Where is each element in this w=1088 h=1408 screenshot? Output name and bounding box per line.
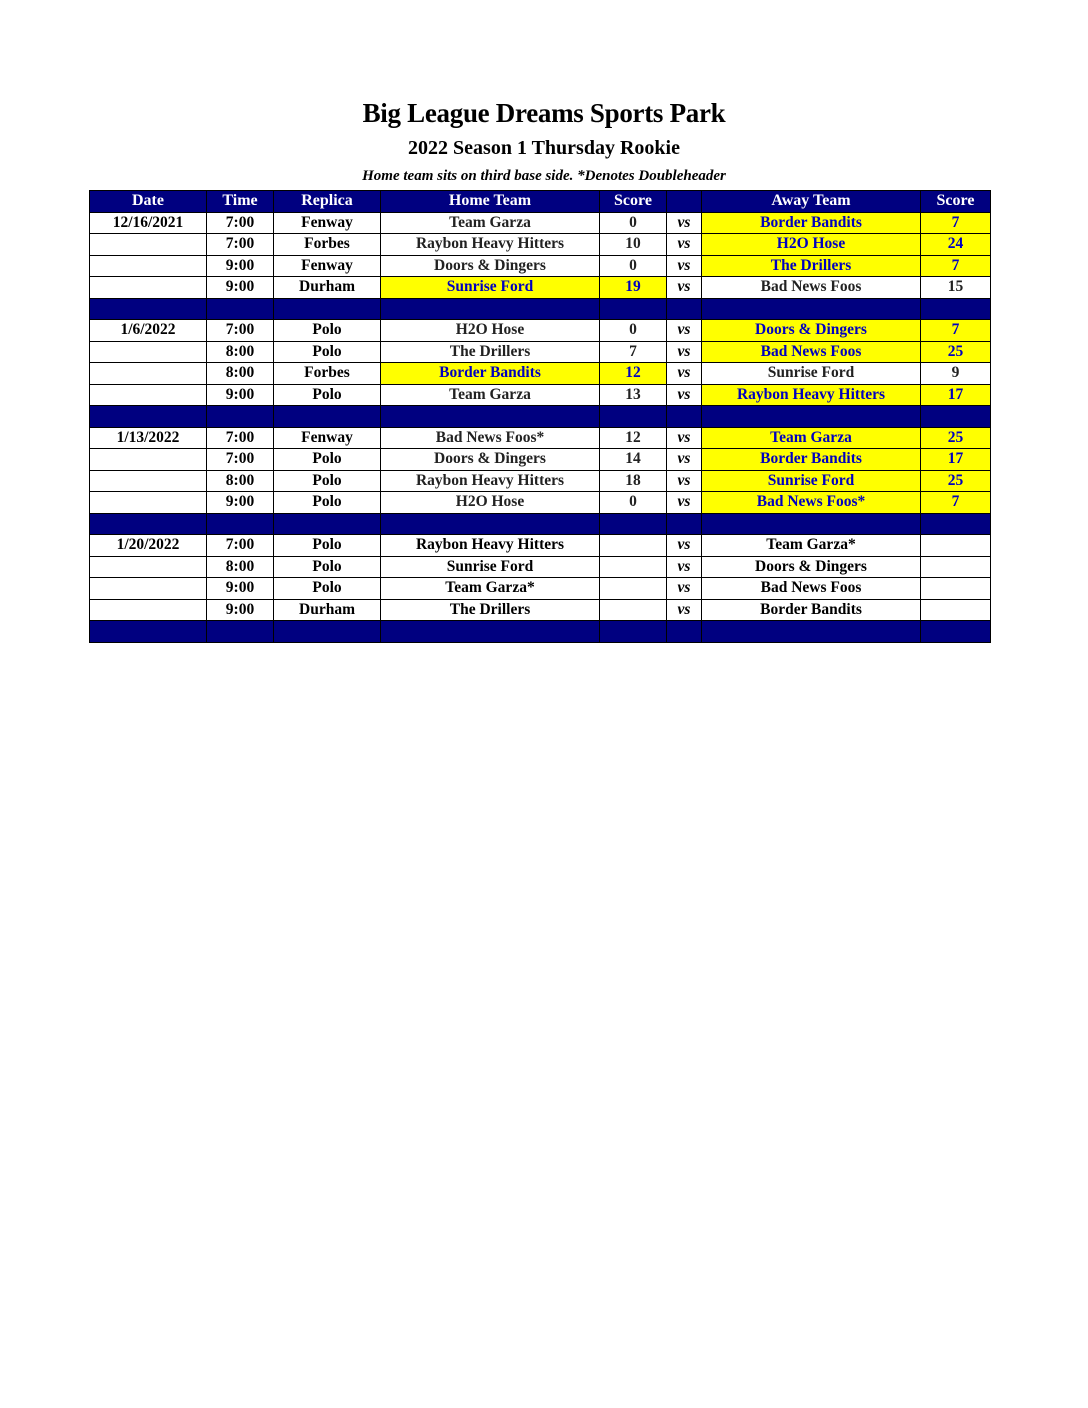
schedule-note: Home team sits on third base side. *Denotes Doubleheader (362, 168, 726, 184)
vs-cell: vs (667, 320, 702, 342)
home-score-cell (600, 599, 667, 621)
separator-cell (381, 298, 600, 320)
table-row (90, 599, 991, 621)
away-team-cell: Sunrise Ford (702, 363, 921, 385)
replica-cell: Polo (274, 470, 381, 492)
away-score-cell (921, 556, 991, 578)
separator-cell (207, 621, 274, 643)
date-cell (90, 255, 207, 277)
date-cell: 1/20/2022 (90, 535, 207, 557)
separator-cell (207, 406, 274, 428)
home-team-cell: Team Garza (381, 384, 600, 406)
col-header-home-team: Home Team (381, 191, 600, 213)
separator-cell (667, 298, 702, 320)
home-team-cell: Raybon Heavy Hitters (381, 535, 600, 557)
vs-cell: vs (667, 578, 702, 600)
table-row (90, 277, 991, 299)
table-row (90, 341, 991, 363)
separator-cell (207, 513, 274, 535)
away-score-cell (921, 578, 991, 600)
away-team-cell: Bad News Foos (702, 277, 921, 299)
home-team-cell: Doors & Dingers (381, 449, 600, 471)
time-cell: 7:00 (207, 449, 274, 471)
home-score-cell (600, 578, 667, 600)
table-row (90, 578, 991, 600)
col-header-time: Time (207, 191, 274, 213)
date-cell (90, 341, 207, 363)
away-score-cell: 9 (921, 363, 991, 385)
replica-cell: Forbes (274, 234, 381, 256)
col-header-replica: Replica (274, 191, 381, 213)
table-row (90, 470, 991, 492)
home-team-cell: Doors & Dingers (381, 255, 600, 277)
table-row (90, 449, 991, 471)
away-score-cell: 15 (921, 277, 991, 299)
time-cell: 9:00 (207, 492, 274, 514)
separator-cell (702, 513, 921, 535)
vs-cell: vs (667, 255, 702, 277)
separator-cell (600, 513, 667, 535)
away-score-cell: 7 (921, 255, 991, 277)
time-cell: 9:00 (207, 277, 274, 299)
away-team-cell: Sunrise Ford (702, 470, 921, 492)
away-score-cell (921, 599, 991, 621)
replica-cell: Fenway (274, 212, 381, 234)
vs-cell: vs (667, 341, 702, 363)
date-cell: 1/6/2022 (90, 320, 207, 342)
home-team-cell: Bad News Foos* (381, 427, 600, 449)
home-score-cell: 12 (600, 363, 667, 385)
vs-cell: vs (667, 363, 702, 385)
time-cell: 8:00 (207, 363, 274, 385)
col-header-home-score: Score (600, 191, 667, 213)
separator-cell (921, 513, 991, 535)
vs-cell: vs (667, 449, 702, 471)
home-score-cell: 12 (600, 427, 667, 449)
date-cell (90, 234, 207, 256)
time-cell: 8:00 (207, 470, 274, 492)
table-row (90, 234, 991, 256)
vs-cell: vs (667, 492, 702, 514)
away-score-cell: 25 (921, 341, 991, 363)
separator-cell (90, 621, 207, 643)
week-separator-row (90, 513, 991, 535)
col-header-date: Date (90, 191, 207, 213)
home-score-cell: 0 (600, 320, 667, 342)
away-team-cell: Border Bandits (702, 599, 921, 621)
date-cell (90, 449, 207, 471)
away-score-cell: 25 (921, 470, 991, 492)
replica-cell: Fenway (274, 427, 381, 449)
table-row (90, 427, 991, 449)
separator-cell (667, 406, 702, 428)
date-cell (90, 384, 207, 406)
home-team-cell: The Drillers (381, 599, 600, 621)
separator-cell (702, 298, 921, 320)
away-team-cell: Team Garza (702, 427, 921, 449)
schedule-table (89, 190, 991, 643)
separator-cell (90, 298, 207, 320)
away-team-cell: Doors & Dingers (702, 556, 921, 578)
replica-cell: Polo (274, 578, 381, 600)
table-row (90, 492, 991, 514)
time-cell: 7:00 (207, 535, 274, 557)
home-team-cell: Sunrise Ford (381, 277, 600, 299)
vs-cell: vs (667, 470, 702, 492)
time-cell: 9:00 (207, 578, 274, 600)
separator-cell (667, 621, 702, 643)
date-cell (90, 277, 207, 299)
table-row (90, 320, 991, 342)
away-score-cell (921, 535, 991, 557)
date-cell (90, 492, 207, 514)
home-team-cell: Team Garza* (381, 578, 600, 600)
away-team-cell: The Drillers (702, 255, 921, 277)
home-team-cell: The Drillers (381, 341, 600, 363)
vs-cell: vs (667, 384, 702, 406)
home-score-cell: 0 (600, 255, 667, 277)
away-score-cell: 24 (921, 234, 991, 256)
separator-cell (207, 298, 274, 320)
time-cell: 9:00 (207, 255, 274, 277)
date-cell (90, 556, 207, 578)
separator-cell (600, 298, 667, 320)
page-title: Big League Dreams Sports Park (362, 98, 726, 128)
separator-cell (921, 298, 991, 320)
vs-cell: vs (667, 277, 702, 299)
separator-cell (381, 621, 600, 643)
home-score-cell: 13 (600, 384, 667, 406)
separator-cell (274, 298, 381, 320)
replica-cell: Polo (274, 320, 381, 342)
separator-cell (381, 513, 600, 535)
vs-cell: vs (667, 234, 702, 256)
replica-cell: Durham (274, 599, 381, 621)
time-cell: 9:00 (207, 599, 274, 621)
home-team-cell: Border Bandits (381, 363, 600, 385)
away-team-cell: Raybon Heavy Hitters (702, 384, 921, 406)
home-score-cell (600, 556, 667, 578)
date-cell (90, 363, 207, 385)
replica-cell: Forbes (274, 363, 381, 385)
away-score-cell: 7 (921, 212, 991, 234)
home-score-cell: 0 (600, 492, 667, 514)
separator-cell (274, 621, 381, 643)
table-row (90, 363, 991, 385)
separator-cell (667, 513, 702, 535)
week-separator-row (90, 406, 991, 428)
away-team-cell: Bad News Foos* (702, 492, 921, 514)
separator-cell (921, 406, 991, 428)
table-row (90, 556, 991, 578)
col-header-vs (667, 191, 702, 213)
separator-cell (702, 406, 921, 428)
away-team-cell: Border Bandits (702, 449, 921, 471)
separator-cell (600, 621, 667, 643)
vs-cell: vs (667, 427, 702, 449)
replica-cell: Fenway (274, 255, 381, 277)
vs-cell: vs (667, 556, 702, 578)
replica-cell: Polo (274, 341, 381, 363)
away-score-cell: 17 (921, 384, 991, 406)
away-team-cell: Bad News Foos (702, 341, 921, 363)
vs-cell: vs (667, 212, 702, 234)
home-score-cell: 18 (600, 470, 667, 492)
week-separator-row (90, 621, 991, 643)
date-cell: 1/13/2022 (90, 427, 207, 449)
away-team-cell: Border Bandits (702, 212, 921, 234)
away-team-cell: Bad News Foos (702, 578, 921, 600)
separator-cell (381, 406, 600, 428)
away-score-cell: 17 (921, 449, 991, 471)
replica-cell: Polo (274, 556, 381, 578)
table-row (90, 212, 991, 234)
vs-cell: vs (667, 599, 702, 621)
away-team-cell: H2O Hose (702, 234, 921, 256)
home-team-cell: Sunrise Ford (381, 556, 600, 578)
time-cell: 9:00 (207, 384, 274, 406)
separator-cell (600, 406, 667, 428)
home-score-cell: 19 (600, 277, 667, 299)
col-header-away-score: Score (921, 191, 991, 213)
replica-cell: Durham (274, 277, 381, 299)
week-separator-row (90, 298, 991, 320)
time-cell: 8:00 (207, 556, 274, 578)
date-cell (90, 578, 207, 600)
home-team-cell: H2O Hose (381, 320, 600, 342)
home-score-cell (600, 535, 667, 557)
separator-cell (702, 621, 921, 643)
time-cell: 7:00 (207, 212, 274, 234)
home-team-cell: H2O Hose (381, 492, 600, 514)
home-team-cell: Team Garza (381, 212, 600, 234)
col-header-away-team: Away Team (702, 191, 921, 213)
replica-cell: Polo (274, 535, 381, 557)
away-score-cell: 7 (921, 320, 991, 342)
home-score-cell: 7 (600, 341, 667, 363)
date-cell (90, 470, 207, 492)
header-row (90, 191, 991, 213)
home-score-cell: 10 (600, 234, 667, 256)
schedule-body (90, 212, 991, 642)
separator-cell (921, 621, 991, 643)
replica-cell: Polo (274, 492, 381, 514)
away-team-cell: Team Garza* (702, 535, 921, 557)
date-cell: 12/16/2021 (90, 212, 207, 234)
date-cell (90, 599, 207, 621)
away-score-cell: 7 (921, 492, 991, 514)
home-team-cell: Raybon Heavy Hitters (381, 470, 600, 492)
separator-cell (90, 513, 207, 535)
time-cell: 7:00 (207, 427, 274, 449)
replica-cell: Polo (274, 449, 381, 471)
separator-cell (274, 406, 381, 428)
home-team-cell: Raybon Heavy Hitters (381, 234, 600, 256)
table-row (90, 255, 991, 277)
time-cell: 7:00 (207, 234, 274, 256)
time-cell: 7:00 (207, 320, 274, 342)
home-score-cell: 14 (600, 449, 667, 471)
vs-cell: vs (667, 535, 702, 557)
replica-cell: Polo (274, 384, 381, 406)
time-cell: 8:00 (207, 341, 274, 363)
page-subtitle: 2022 Season 1 Thursday Rookie (408, 137, 680, 159)
home-score-cell: 0 (600, 212, 667, 234)
separator-cell (90, 406, 207, 428)
away-score-cell: 25 (921, 427, 991, 449)
separator-cell (274, 513, 381, 535)
away-team-cell: Doors & Dingers (702, 320, 921, 342)
table-row (90, 384, 991, 406)
table-row (90, 535, 991, 557)
